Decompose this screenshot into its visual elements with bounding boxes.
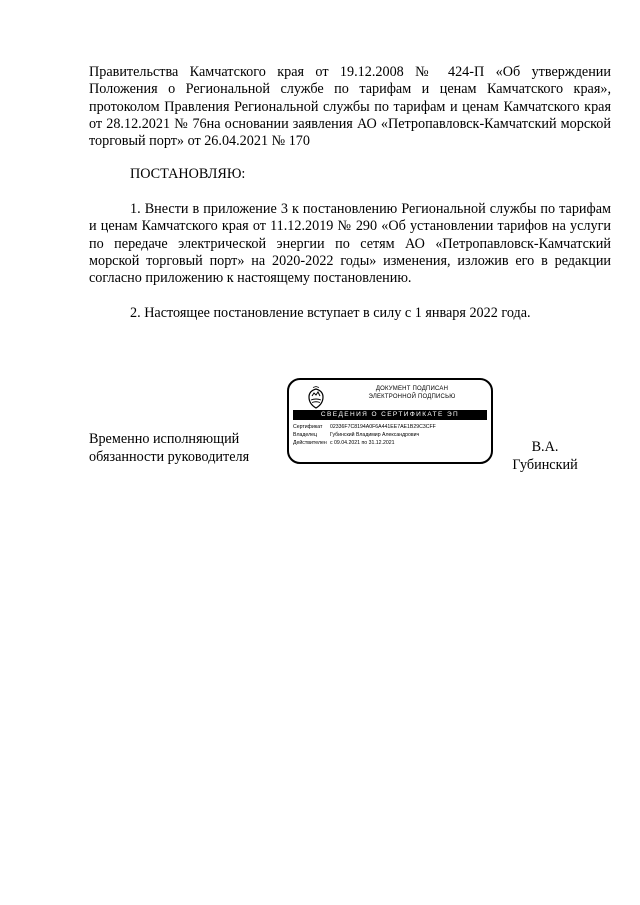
intro-paragraph: Правительства Камчатского края от 19.12.2008 № 424-П «Об утверждении Положения о Региональной службе по тарифам и ценам Камчатского края», протоколом Правления Региональной службы по тарифам и ценам Камчатского края от 28.12.2021 № 76на основании заявления АО «Петропавловск-Камчатский морской торговый порт» от 26.04.2021 № 170 [89, 64, 611, 150]
certificate-value: 02336F7C8194A0F6A441EE7AE1B29C3CFF [330, 424, 436, 430]
signatory-position [89, 431, 249, 466]
validity-label: Действителен [293, 440, 327, 446]
owner-value: Губинский Владимир Александрович [330, 432, 420, 438]
coat-of-arms-icon [306, 386, 326, 410]
owner-label: Владелец [293, 432, 317, 438]
signatory-initials: В.А. [531, 439, 559, 455]
item-2-paragraph: 2. Настоящее постановление вступает в силу с 1 января 2022 года. [130, 305, 531, 321]
certificate-label: Сертификат [293, 424, 323, 430]
item-1-paragraph: 1. Внести в приложение 3 к постановлению Региональной службы по тарифам и ценам Камчатского края от 11.12.2019 № 290 «Об установлении тарифов на услуги по передаче электрической энергии по сетям АО «Петропавловск-Камчатский морской торговый порт» на 2020-2022 годы» изменения, изложив его в редакции согласно приложению к настоящему постановлению. [89, 201, 611, 287]
stamp-title-bar: СВЕДЕНИЯ О СЕРТИФИКАТЕ ЭП [293, 410, 487, 420]
validity-value: с 09.04.2021 по 31.12.2021 [330, 440, 395, 446]
stamp-header-line-2: ЭЛЕКТРОННОЙ ПОДПИСЬЮ [368, 393, 456, 400]
signatory-name [505, 439, 585, 474]
stamp-details [293, 423, 436, 447]
stamp-row-owner [293, 431, 436, 439]
stamp-row-certificate [293, 423, 436, 431]
signatory-surname: Губинский [512, 456, 578, 473]
resolve-heading: ПОСТАНОВЛЯЮ: [130, 166, 246, 182]
signatory-position-line-1: Временно исполняющий [89, 431, 240, 447]
stamp-header [347, 386, 477, 401]
stamp-row-validity [293, 439, 436, 447]
electronic-signature-stamp [287, 378, 493, 464]
stamp-header-line-1: ДОКУМЕНТ ПОДПИСАН [375, 386, 449, 392]
signatory-position-line-2: обязанности руководителя [89, 448, 250, 465]
